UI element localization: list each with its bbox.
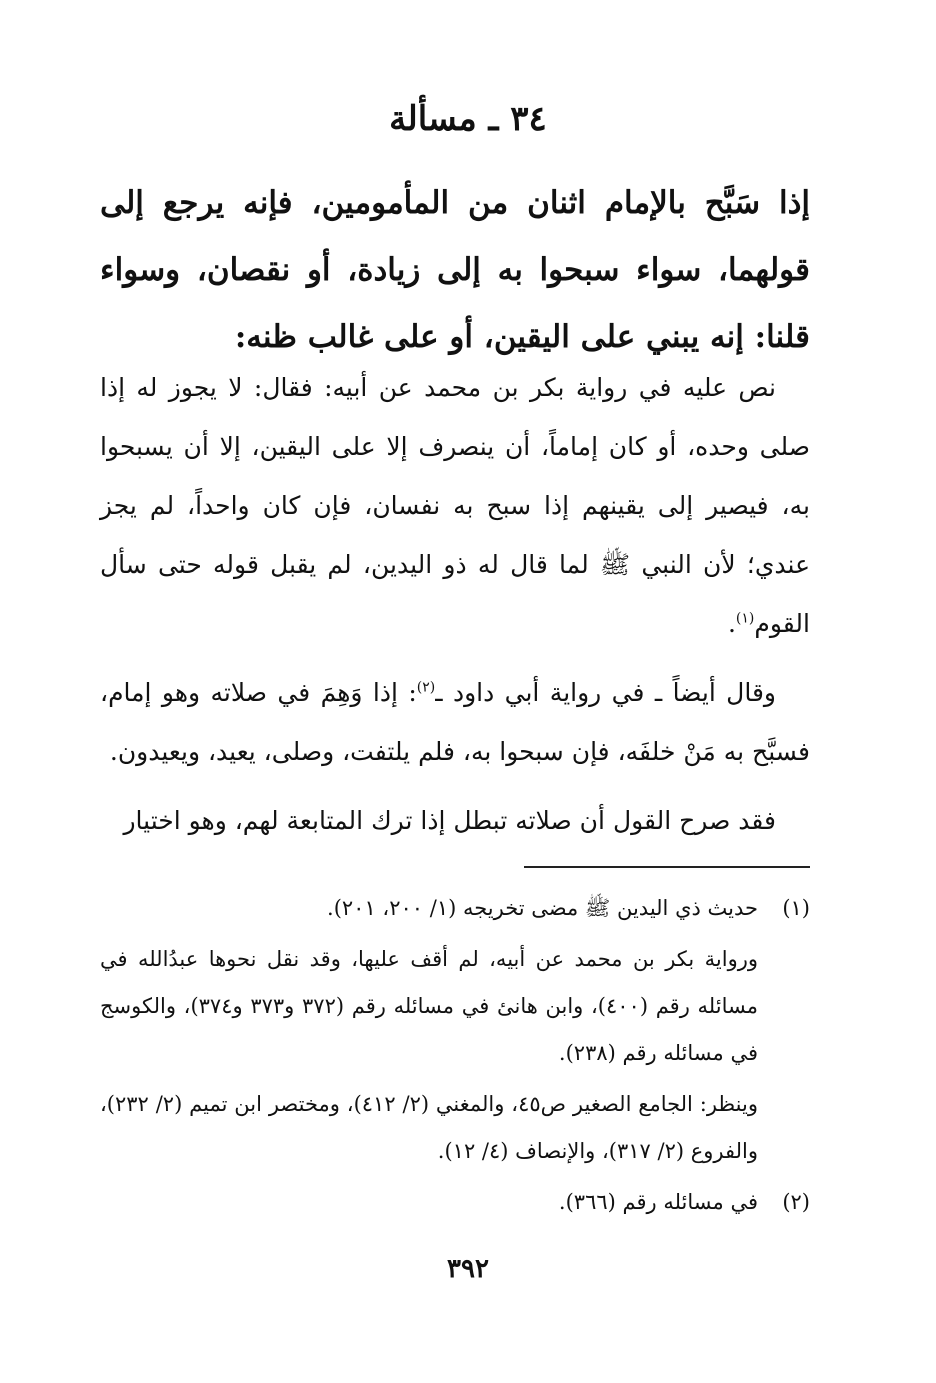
paragraph-tail: .	[727, 609, 736, 638]
footnote-number: (٢)	[782, 1190, 810, 1214]
paragraph-text: نص عليه في رواية بكر بن محمد عن أبيه: فقال: لا يجوز له إذا صلى وحده، أو كان إماماً، أن ينصرف إلا على اليقين، إلا أن يسبحوا به، فيصير إلى يقينهم إذا سبح به نفسان، فإن كان واحداً، لم يجز عندي؛ لأن النبي ﷺ لما قال له ذو اليدين، لم يقبل قوله حتى سأل القوم	[100, 373, 810, 638]
footnote-line: حديث ذي اليدين ﷺ مضى تخريجه (١/ ٢٠٠، ٢٠١).	[327, 896, 758, 920]
paragraph	[100, 791, 810, 850]
footnote	[100, 1179, 810, 1230]
footnote-line: في مسائله رقم (٣٦٦).	[558, 1190, 758, 1214]
footnote-body	[100, 885, 758, 1179]
body-text	[100, 358, 810, 860]
footnotes	[100, 885, 810, 1230]
footnote-number: (١)	[782, 896, 810, 920]
section-heading: ٣٤ ـ مسألة	[389, 99, 547, 139]
page-number: ٣٩٢	[447, 1254, 489, 1284]
paragraph-tail: : إذا وَهِمَ في صلاته وهو إمام، فسبَّح به مَنْ خلفَه، فإن سبحوا به، فلم يلتفت، وصلى، يعيد، ويعيدون.	[100, 678, 810, 766]
paragraph-text: فقد صرح القول أن صلاته تبطل إذا ترك المتابعة لهم، وهو اختيار	[123, 806, 776, 835]
footnote-line: وينظر: الجامع الصغير ص٤٥، والمغني (٢/ ٤١٢)، ومختصر ابن تميم (٢/ ٢٣٢)، والفروع (٢/ ٣١٧)، والإنصاف (٤/ ١٢).	[100, 1092, 758, 1163]
footnote-line: ورواية بكر بن محمد عن أبيه، لم أقف عليها، وقد نقل نحوها عبدُالله في مسائله رقم (٤٠٠)، وابن هانئ في مسائله رقم (٣٧٢ و٣٧٣ و٣٧٤)، والكوسج في مسائله رقم (٢٣٨).	[100, 947, 758, 1065]
question-text: إذا سَبَّح بالإمام اثنان من المأمومين، فإنه يرجع إلى قولهما، سواء سبحوا به إلى زيادة، أو نقصان، وسواء قلنا: إنه يبني على اليقين، أو على غالب ظنه:	[100, 185, 810, 355]
paragraph	[100, 358, 810, 653]
footnote	[100, 885, 810, 1179]
footnote-divider	[524, 866, 810, 868]
footnote-body	[100, 1179, 758, 1230]
paragraph	[100, 663, 810, 781]
footnote-marker: (٢)	[416, 679, 436, 696]
footnote-marker: (١)	[735, 610, 755, 627]
paragraph-text: وقال أيضاً ـ في رواية أبي داود ـ	[435, 678, 776, 707]
